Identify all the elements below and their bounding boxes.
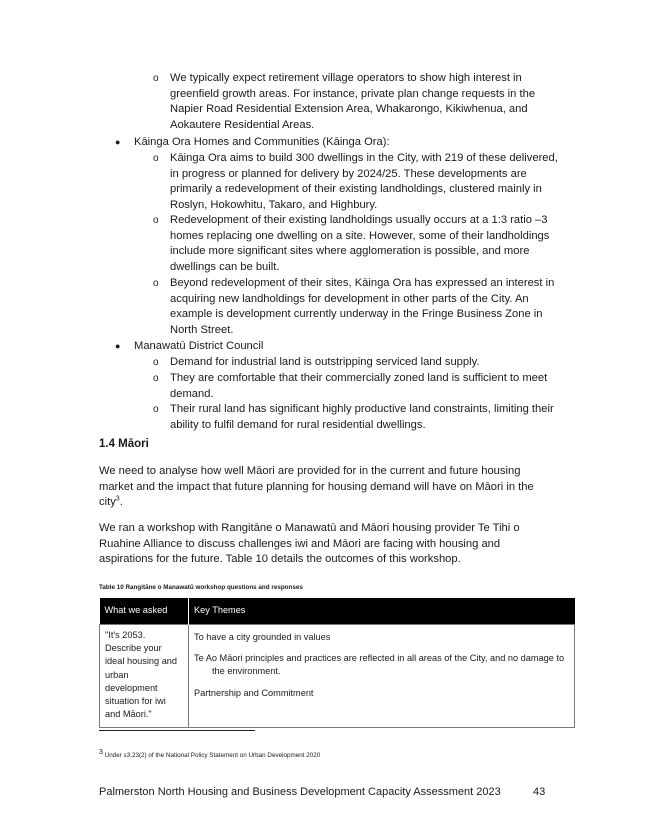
list-subitem (153, 213, 560, 276)
sub-bullet-marker: o (153, 357, 159, 368)
list-subitem-text: Redevelopment of their existing landholdings usually occurs at a 1:3 ratio –3 homes replacing one dwelling on a site. However, some of their landholdings include more significant sites where agglomeration is possible, and more dwellings can be built. (170, 214, 550, 274)
sub-bullet-marker: o (153, 373, 159, 384)
theme-item: To have a city grounded in values (194, 632, 331, 642)
themes-cell (189, 625, 575, 728)
list-subitem-text: We typically expect retirement village operators to show high interest in greenfield growth areas. For instance, private plan change requests in the Napier Road Residential Extension Area, Whakarongo, Kikiwhenua, and Aokautere Residential Areas. (170, 72, 536, 132)
paragraph (99, 464, 544, 511)
theme-item: Partnership and Commitment (194, 687, 314, 698)
list-subitem (153, 71, 560, 134)
sub-bullet-marker: o (153, 153, 159, 164)
list-subitem-text: Their rural land has significant highly productive land constraints, limiting their ability to fulfil demand for rural residential dwellings. (170, 403, 554, 431)
list-subitem (153, 402, 560, 433)
list-item-kainga-ora (115, 135, 554, 151)
col-header-themes: Key Themes (189, 598, 575, 625)
page-footer-title: Palmerston North Housing and Business Development Capacity Assessment 2023 (99, 786, 501, 798)
footnote (99, 748, 321, 759)
bullet-marker: ● (115, 341, 121, 351)
paragraph-text: We need to analyse how well Māori are provided for in the current and future housing market and the impact that future planning for housing demand will have on Māori in the city (99, 465, 534, 509)
list-subitem (153, 276, 560, 339)
section-heading: 1.4 Māori (99, 438, 149, 450)
footnote-text: Under s3.23(2) of the National Policy Statement on Urban Development 2020 (102, 752, 321, 759)
col-header-question: What we asked (100, 598, 189, 625)
footnote-separator (99, 730, 255, 731)
footnote-number: 3 (99, 748, 103, 756)
sub-bullet-marker: o (153, 278, 159, 289)
sub-bullet-marker: o (153, 73, 159, 84)
paragraph: We ran a workshop with Rangitāne o Manawatū and Māori housing provider Te Tihi o Ruahine Alliance to discuss challenges iwi and Māori are facing with housing and aspirations for the future. Table 10 details the outcomes of this workshop. (99, 522, 520, 566)
paragraph-end: . (119, 496, 123, 509)
bullet-marker: ● (115, 137, 121, 147)
question-cell: "It's 2053. Describe your ideal housing and urban development situation for iwi and Māori." (100, 625, 189, 728)
sub-bullet-marker: o (153, 215, 159, 226)
list-item-manawatu (115, 339, 554, 355)
workshop-table (99, 598, 575, 728)
footnote-ref[interactable]: 3 (115, 495, 120, 503)
list-subitem-text: Kāinga Ora aims to build 300 dwellings in the City, with 219 of these delivered, in progress or planned for delivery by 2024/25. These developments are primarily a redevelopment of their existing landholdings, clustered mainly in Roslyn, Hokowhitu, Takaro, and Highbury. (170, 152, 558, 212)
list-item-label: Manawatū District Council (134, 340, 264, 352)
list-subitem-text: Demand for industrial land is outstripping serviced land supply. (170, 356, 480, 368)
page-number: 43 (533, 786, 546, 798)
list-subitem-text: They are comfortable that their commercially zoned land is sufficient to meet demand. (170, 372, 548, 400)
list-subitem (153, 371, 560, 402)
theme-item: Te Ao Māori principles and practices are reflected in all areas of the City, and no damage to the environment. (194, 653, 565, 677)
list-subitem (153, 151, 560, 214)
sub-bullet-marker: o (153, 404, 159, 415)
list-subitem-text: Beyond redevelopment of their sites, Kāinga Ora has expressed an interest in acquiring new landholdings for development in other parts of the City. An example is development currently underway in the Fringe Business Zone in North Street. (170, 277, 555, 337)
table-row (100, 625, 575, 728)
list-subitem (153, 355, 560, 371)
table-header-row (100, 598, 575, 625)
table-caption: Table 10 Rangitāne o Manawatū workshop questions and responses (99, 584, 303, 591)
list-item-label: Kāinga Ora Homes and Communities (Kāinga Ora): (134, 136, 390, 148)
